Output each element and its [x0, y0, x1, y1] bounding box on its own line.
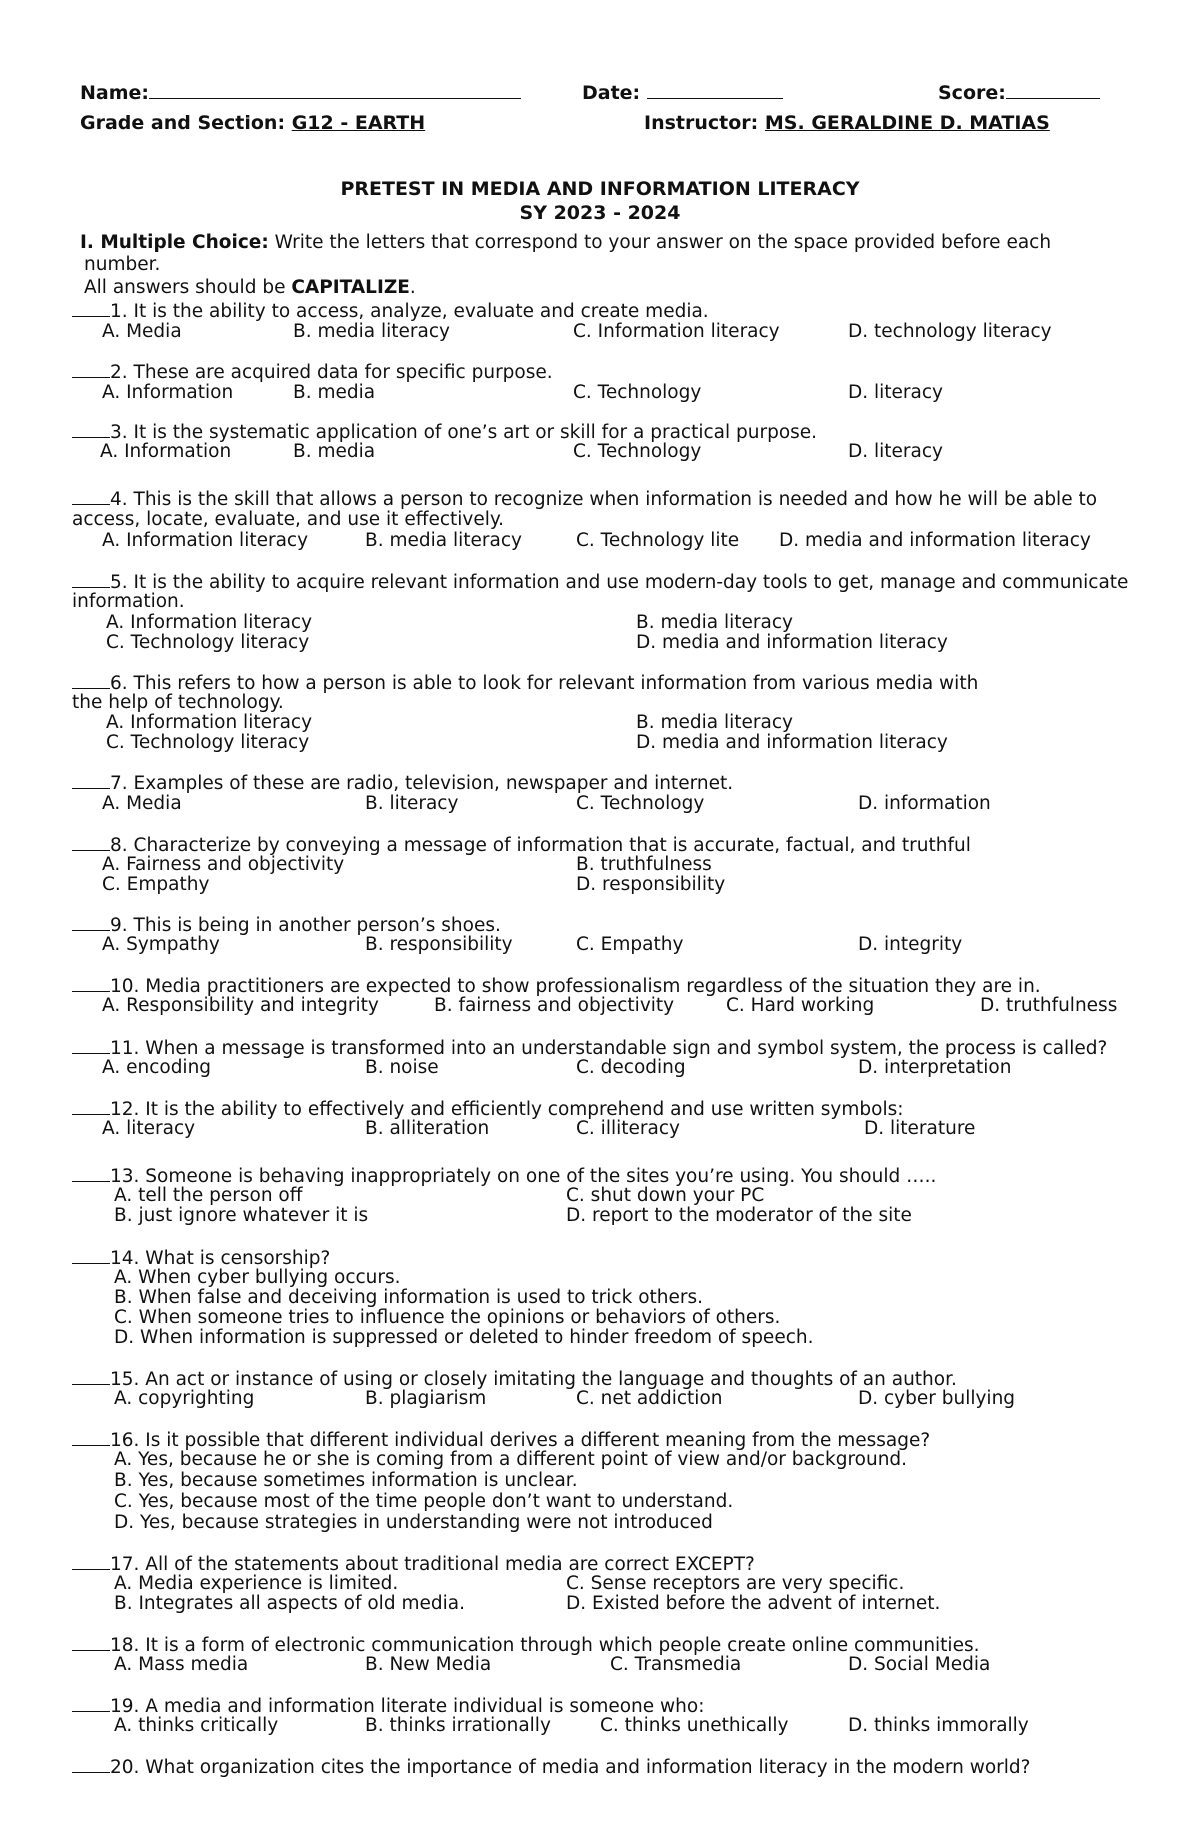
option: A. Information literacy: [106, 712, 313, 733]
option: A. copyrighting: [114, 1388, 255, 1409]
option: B. literacy: [365, 793, 459, 814]
answer-blank-7[interactable]: [72, 773, 110, 789]
instructor: [644, 112, 1050, 134]
answer-blank-20[interactable]: [72, 1757, 110, 1773]
option: C. thinks unethically: [600, 1715, 789, 1736]
answer-blank-4[interactable]: [72, 489, 110, 505]
option: D. Existed before the advent of internet.: [566, 1593, 941, 1614]
option: D. information: [858, 793, 991, 814]
option: D. Yes, because strategies in understanding were not introduced: [114, 1512, 713, 1533]
option: C. Transmedia: [610, 1654, 742, 1675]
question-20: 20. What organization cites the importance of media and information literacy in the modern world?: [72, 1757, 1031, 1778]
option: C. Empathy: [102, 874, 210, 895]
option: B. Yes, because sometimes information is unclear.: [114, 1470, 578, 1491]
question-2: 2. These are acquired data for specific purpose.: [72, 362, 553, 383]
answer-blank-13[interactable]: [72, 1166, 110, 1182]
option: B. media literacy: [636, 712, 793, 733]
option: A. encoding: [102, 1057, 212, 1078]
instructions-line1: I. Multiple Choice: Write the letters that correspond to your answer on the space provided before each: [80, 232, 1052, 253]
option: A. Information: [100, 441, 232, 462]
option: A. Information literacy: [102, 530, 309, 551]
option: D. truthfulness: [980, 995, 1118, 1016]
answer-blank-18[interactable]: [72, 1635, 110, 1651]
answer-blank-9[interactable]: [72, 915, 110, 931]
answer-blank-3[interactable]: [72, 422, 110, 438]
option: A. Media: [102, 321, 182, 342]
page-title: PRETEST IN MEDIA AND INFORMATION LITERACY: [340, 178, 860, 200]
option: B. New Media: [365, 1654, 492, 1675]
question-17: 17. All of the statements about traditional media are correct EXCEPT?: [72, 1554, 755, 1575]
question-3: 3. It is the systematic application of one’s art or skill for a practical purpose.: [72, 422, 817, 443]
option: C. Technology: [576, 793, 705, 814]
option: B. Integrates all aspects of old media.: [114, 1593, 465, 1614]
option: B. thinks irrationally: [365, 1715, 551, 1736]
answer-blank-17[interactable]: [72, 1554, 110, 1570]
answer-blank-16[interactable]: [72, 1430, 110, 1446]
question-6: 6. This refers to how a person is able to look for relevant information from various media with: [72, 673, 978, 694]
option: C. shut down your PC: [566, 1185, 765, 1206]
option: D. interpretation: [858, 1057, 1012, 1078]
question-16: 16. Is it possible that different individual derives a different meaning from the message?: [72, 1430, 930, 1451]
option: B. truthfulness: [576, 854, 712, 875]
question-18: 18. It is a form of electronic communication through which people create online communities.: [72, 1635, 979, 1656]
option: C. Sense receptors are very specific.: [566, 1573, 905, 1594]
instructions-line2: number.: [84, 254, 161, 275]
option: B. plagiarism: [365, 1388, 487, 1409]
option: D. thinks immorally: [848, 1715, 1029, 1736]
question-15: 15. An act or instance of using or closely imitating the language and thoughts of an author.: [72, 1369, 957, 1390]
option: C. Technology literacy: [106, 632, 310, 653]
score-blank[interactable]: [1006, 80, 1100, 99]
option: D. literacy: [848, 441, 943, 462]
option: C. illiteracy: [576, 1118, 680, 1139]
option: D. integrity: [858, 934, 963, 955]
option: A. Information: [102, 382, 234, 403]
answer-blank-8[interactable]: [72, 835, 110, 851]
option: C. net addiction: [576, 1388, 723, 1409]
option: C. Technology: [573, 441, 702, 462]
option: D. report to the moderator of the site: [566, 1205, 912, 1226]
answer-blank-15[interactable]: [72, 1369, 110, 1385]
question-7: 7. Examples of these are radio, television, newspaper and internet.: [72, 773, 733, 794]
option: B. just ignore whatever it is: [114, 1205, 369, 1226]
question-19: 19. A media and information literate individual is someone who:: [72, 1696, 704, 1717]
option: D. When information is suppressed or deleted to hinder freedom of speech.: [114, 1327, 814, 1348]
question-13: 13. Someone is behaving inappropriately on one of the sites you’re using. You should …..: [72, 1166, 936, 1187]
option: D. literacy: [848, 382, 943, 403]
option: D. technology literacy: [848, 321, 1052, 342]
option: A. literacy: [102, 1118, 196, 1139]
answer-blank-2[interactable]: [72, 362, 110, 378]
page-subtitle: SY 2023 - 2024: [519, 202, 681, 224]
section-heading: I. Multiple Choice:: [80, 232, 269, 253]
option: C. Information literacy: [573, 321, 780, 342]
option: A. Media: [102, 793, 182, 814]
question-10: 10. Media practitioners are expected to show professionalism regardless of the situation they are in.: [72, 976, 1041, 997]
option: B. fairness and objectivity: [434, 995, 675, 1016]
option: B. alliteration: [365, 1118, 490, 1139]
option: C. Technology: [573, 382, 702, 403]
option: B. media: [293, 441, 376, 462]
option: B. media literacy: [293, 321, 450, 342]
option: C. Technology lite: [576, 530, 740, 551]
question-4: 4. This is the skill that allows a person to recognize when information is needed and how he will be able to: [72, 489, 1097, 510]
option: B. noise: [365, 1057, 439, 1078]
date-label: Date:: [582, 82, 641, 104]
option: A. When cyber bullying occurs.: [114, 1267, 401, 1288]
score-label: Score:: [938, 82, 1006, 104]
option: C. Yes, because most of the time people don’t want to understand.: [114, 1491, 734, 1512]
option: A. Mass media: [114, 1654, 249, 1675]
answer-blank-5[interactable]: [72, 572, 110, 588]
question-14: 14. What is censorship?: [72, 1248, 330, 1269]
option: C. When someone tries to influence the opinions or behaviors of others.: [114, 1307, 781, 1328]
option: D. media and information literacy: [636, 732, 948, 753]
answer-blank-14[interactable]: [72, 1248, 110, 1264]
answer-blank-19[interactable]: [72, 1696, 110, 1712]
question-11: 11. When a message is transformed into an understandable sign and symbol system, the process is called?: [72, 1038, 1107, 1059]
option: B. responsibility: [365, 934, 513, 955]
grade-section: [80, 112, 425, 134]
option: D. media and information literacy: [779, 530, 1091, 551]
option: B. media literacy: [636, 612, 793, 633]
grade-value: G12 - EARTH: [291, 112, 426, 134]
answer-blank-12[interactable]: [72, 1099, 110, 1115]
option: D. media and information literacy: [636, 632, 948, 653]
instructor-label: Instructor:: [644, 112, 759, 134]
option: B. When false and deceiving information is used to trick others.: [114, 1287, 703, 1308]
grade-label: Grade and Section:: [80, 112, 286, 134]
option: A. Information literacy: [106, 612, 313, 633]
option: D. Social Media: [848, 1654, 991, 1675]
option: C. Hard working: [726, 995, 875, 1016]
answer-blank-11[interactable]: [72, 1038, 110, 1054]
answer-blank-6[interactable]: [72, 673, 110, 689]
option: B. media literacy: [365, 530, 522, 551]
option: A. tell the person off: [114, 1185, 303, 1206]
name-field[interactable]: [80, 80, 521, 104]
option: B. media: [293, 382, 376, 403]
option: A. Responsibility and integrity: [102, 995, 379, 1016]
instructions-line3: All answers should be CAPITALIZE.: [84, 277, 416, 298]
option: A. Fairness and objectivity: [102, 854, 345, 875]
answer-blank-1[interactable]: [72, 301, 110, 317]
question-5: 5. It is the ability to acquire relevant information and use modern-day tools to get, manage and communicate: [72, 572, 1128, 593]
option: A. Yes, because he or she is coming from a different point of view and/or background.: [114, 1449, 908, 1470]
question-12: 12. It is the ability to effectively and efficiently comprehend and use written symbols:: [72, 1099, 903, 1120]
name-blank[interactable]: [149, 80, 521, 99]
option: D. literature: [864, 1118, 976, 1139]
date-blank[interactable]: [647, 80, 783, 99]
question-5-cont: information.: [72, 591, 185, 612]
option: A. thinks critically: [114, 1715, 279, 1736]
question-8: 8. Characterize by conveying a message of information that is accurate, factual, and truthful: [72, 835, 971, 856]
instructor-value: MS. GERALDINE D. MATIAS: [764, 112, 1050, 134]
name-label: Name:: [80, 82, 150, 104]
option: C. Empathy: [576, 934, 684, 955]
date-field[interactable]: [582, 80, 783, 104]
question-9: 9. This is being in another person’s shoes.: [72, 915, 501, 936]
question-6-cont: the help of technology.: [72, 692, 284, 713]
answer-blank-10[interactable]: [72, 976, 110, 992]
option: D. cyber bullying: [858, 1388, 1016, 1409]
option: A. Sympathy: [102, 934, 220, 955]
option: A. Media experience is limited.: [114, 1573, 399, 1594]
option: C. Technology literacy: [106, 732, 310, 753]
question-4-cont: access, locate, evaluate, and use it effectively.: [72, 509, 505, 530]
question-1: 1. It is the ability to access, analyze, evaluate and create media.: [72, 301, 709, 322]
option: C. decoding: [576, 1057, 686, 1078]
option: D. responsibility: [576, 874, 726, 895]
score-field[interactable]: [938, 80, 1100, 104]
